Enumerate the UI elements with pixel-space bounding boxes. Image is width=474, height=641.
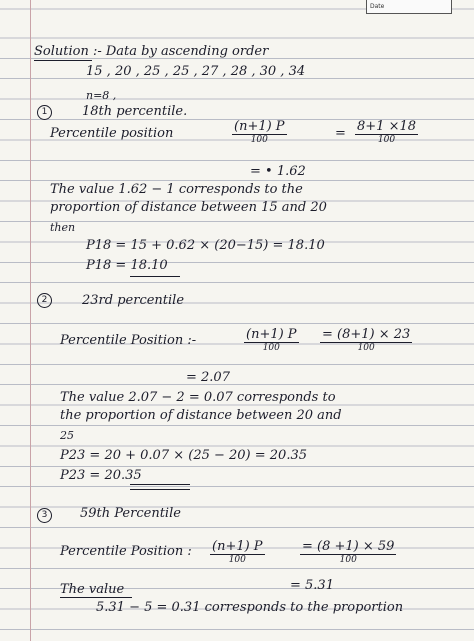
part2-number: 2 <box>37 293 52 308</box>
part2-result: = 2.07 <box>186 370 230 385</box>
part2-substitution <box>320 328 412 353</box>
part1-position-formula <box>232 120 287 145</box>
part2-value-25: 25 <box>60 429 74 442</box>
part3-formula-num: (n+1) P <box>212 539 263 554</box>
part1-result: = • 1.62 <box>250 164 306 179</box>
part3-substitution <box>300 540 396 565</box>
part2-heading: 23rd percentile <box>82 293 185 308</box>
part1-equals: = <box>335 126 346 141</box>
part1-sub-num: 8+1 ×18 <box>357 119 417 134</box>
part3-sub-den: 100 <box>339 555 357 565</box>
part3-value-label: The value <box>60 582 125 597</box>
part2-proportion-line: the proportion of distance between 20 and <box>60 408 342 423</box>
date-box <box>366 0 452 14</box>
part3-value-underline <box>60 597 132 598</box>
part3-formula-den: 100 <box>228 555 246 565</box>
part1-sub-den: 100 <box>377 135 396 145</box>
part1-formula-num: (n+1) P <box>234 119 285 134</box>
part2-formula-num: (n+1) P <box>246 327 297 342</box>
part3-result: = 5.31 <box>290 578 334 593</box>
solution-underline <box>34 60 92 61</box>
date-label: Date <box>370 3 385 10</box>
part1-final: P18 = 18.10 <box>86 258 168 273</box>
part2-calc: P23 = 20 + 0.07 × (25 − 20) = 20.35 <box>60 448 308 463</box>
part2-sub-den: 100 <box>357 343 375 353</box>
part2-answer-underline <box>130 484 190 490</box>
part2-position-label: Percentile Position :- <box>60 333 197 348</box>
part1-calc: P18 = 15 + 0.62 × (20−15) = 18.10 <box>86 238 325 253</box>
data-values: 15 , 20 , 25 , 25 , 27 , 28 , 30 , 34 <box>86 64 306 79</box>
part1-value-line: The value 1.62 − 1 corresponds to the <box>50 182 303 197</box>
part2-sub-num: = (8+1) × 23 <box>322 327 411 342</box>
n-value: n=8 , <box>86 89 117 102</box>
part2-final: P23 = 20.35 <box>60 468 142 483</box>
part3-position-formula <box>210 540 265 565</box>
part3-heading: 59th Percentile <box>80 506 181 521</box>
margin-line <box>30 0 31 641</box>
part1-then: then <box>50 221 76 234</box>
part3-number: 3 <box>37 508 52 523</box>
part3-sub-num: = (8 +1) × 59 <box>302 539 395 554</box>
part1-number: 1 <box>37 105 52 120</box>
part1-formula-den: 100 <box>250 135 268 145</box>
part3-proportion-line: 5.31 − 5 = 0.31 corresponds to the proportion <box>96 600 404 615</box>
part1-answer-underline <box>130 276 180 277</box>
part1-position-label: Percentile position <box>50 126 174 141</box>
part1-proportion-line: proportion of distance between 15 and 20 <box>50 200 327 215</box>
part3-position-label: Percentile Position : <box>60 544 192 559</box>
part1-substitution <box>355 120 418 145</box>
part1-heading: 18th percentile. <box>82 104 188 119</box>
part2-value-line: The value 2.07 − 2 = 0.07 corresponds to <box>60 390 336 405</box>
part2-position-formula <box>244 328 299 353</box>
part2-formula-den: 100 <box>262 343 280 353</box>
solution-intro: Solution :- Data by ascending order <box>34 44 269 59</box>
